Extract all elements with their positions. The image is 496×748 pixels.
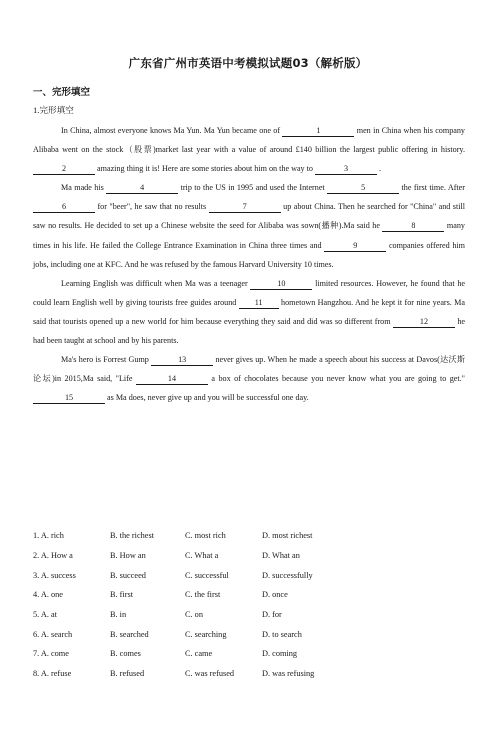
passage-text: a box of chocolates because you never know what you are going to get." [207,374,465,384]
option-d[interactable]: D. What an [262,551,300,561]
blank-7[interactable]: 7 [209,202,281,213]
passage-text: the first time. After [399,183,465,193]
cloze-passage [33,121,465,407]
blank-2[interactable]: 2 [33,164,95,175]
blank-4[interactable]: 4 [106,183,178,194]
option-a[interactable]: 8. A. refuse [33,669,72,679]
passage-paragraph [33,121,465,178]
option-b[interactable]: B. comes [110,649,141,659]
passage-text: never gives up. When he made a speech about his success at Davos(达沃斯论坛)in 2015,Ma said, "Life [33,355,465,384]
option-a[interactable]: 5. A. at [33,610,57,620]
passage-text: companies offered him jobs, including one at KFC. And he was refused by the famous Harvard University 10 times. [33,240,465,269]
option-a[interactable]: 2. A. How a [33,551,73,561]
option-row [33,664,473,684]
blank-1[interactable]: 1 [282,126,354,137]
page-title: 广东省广州市英语中考模拟试题03（解析版） [128,56,368,70]
passage-text: Ma's hero is Forrest Gump [61,355,152,365]
option-c[interactable]: C. most rich [185,531,226,541]
option-c[interactable]: C. successful [185,570,229,580]
option-d[interactable]: D. most richest [262,531,313,541]
answer-options [33,526,473,684]
blank-9[interactable]: 9 [324,241,386,252]
option-c[interactable]: C. came [185,649,213,659]
option-row [33,585,473,605]
option-b[interactable]: B. searched [110,629,149,639]
passage-text: men in China when his company Alibaba went on the stock（股票)market last year with a value of around £140 billion the largest public offering in history. [33,126,465,155]
passage-text: Learning English was difficult when Ma was a teenager [61,278,251,288]
blank-10[interactable]: 10 [250,279,312,290]
passage-text: for "beer", he saw that no results [95,202,209,212]
passage-paragraph [33,350,465,407]
option-b[interactable]: B. in [110,610,127,620]
option-row [33,526,473,546]
option-row [33,546,473,566]
option-row [33,605,473,625]
blank-11[interactable]: 11 [239,298,279,309]
option-a[interactable]: 6. A. search [33,629,73,639]
option-a[interactable]: 4. A. one [33,590,63,600]
option-a[interactable]: 1. A. rich [33,531,64,541]
blank-5[interactable]: 5 [327,183,399,194]
option-b[interactable]: B. refused [110,669,145,679]
passage-text: trip to the US in 1995 and used the Internet [178,183,328,193]
option-d[interactable]: D. for [262,610,282,620]
passage-text: hometown Hangzhou. And he kept it for nine years. Ma said that tourists opened up a new world for him because everything they said and did was so different from [33,297,465,326]
blank-13[interactable]: 13 [151,355,213,366]
option-b[interactable]: B. succeed [110,570,146,580]
passage-text: Ma made his [61,183,107,193]
option-c[interactable]: C. What a [185,551,219,561]
option-d[interactable]: D. to search [262,629,302,639]
option-c[interactable]: C. was refused [185,669,235,679]
blank-6[interactable]: 6 [33,202,95,213]
option-row [33,644,473,664]
passage-paragraph [33,178,465,273]
passage-text: In China, almost everyone knows Ma Yun. Ma Yun became one of [61,126,283,135]
option-b[interactable]: B. the richest [110,531,155,541]
option-c[interactable]: C. on [185,610,203,620]
question-heading: 1.完形填空 [33,105,74,115]
section-heading: 一、完形填空 [33,87,91,98]
passage-text: he had been taught at school and by his parents. [33,316,465,346]
passage-text: up about China. Then he searched for "China" and still saw no results. He decided to set up a Chinese website the seed for Alibaba was sown(播种).Ma said he [33,202,466,231]
blank-14[interactable]: 14 [136,374,208,385]
blank-12[interactable]: 12 [393,317,455,328]
passage-text: amazing thing it is! Here are some stories about him on the way to [95,164,315,174]
passage-paragraph [33,274,465,350]
passage-text: as Ma does, never give up and you will be successful one day. [105,393,309,403]
option-c[interactable]: C. the first [185,590,221,600]
option-b[interactable]: B. first [110,590,134,600]
option-d[interactable]: D. coming [262,649,298,659]
option-row [33,565,473,585]
option-d[interactable]: D. was refusing [262,669,315,679]
option-a[interactable]: 7. A. come [33,649,69,659]
passage-text: . [377,164,382,174]
passage-text: many times in his life. He failed the College Entrance Examination in China three times and [33,221,465,250]
blank-15[interactable]: 15 [33,393,105,404]
passage-text: limited resources. However, he found that he could learn English well by giving tourists free guides around [33,278,465,307]
option-a[interactable]: 3. A. success [33,570,76,580]
option-c[interactable]: C. searching [185,629,227,639]
option-b[interactable]: B. How an [110,551,146,561]
option-d[interactable]: D. once [262,590,288,600]
blank-8[interactable]: 8 [382,221,444,232]
blank-3[interactable]: 3 [315,164,377,175]
option-d[interactable]: D. successfully [262,570,313,580]
option-row [33,624,473,644]
